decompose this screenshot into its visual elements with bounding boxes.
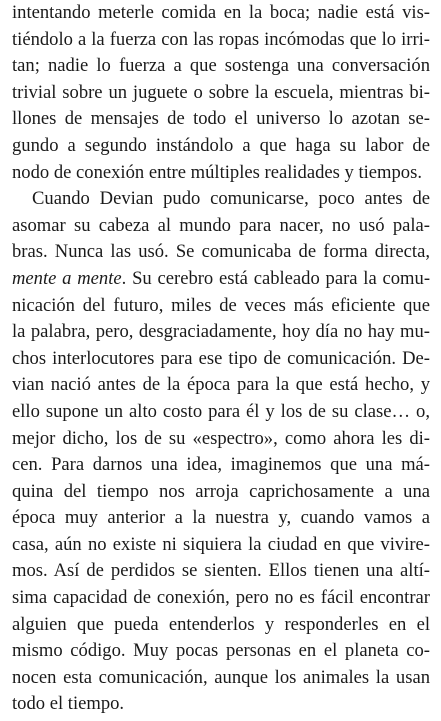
text-line: mejor dicho, los de su «espectro», como ahora les di- (12, 427, 430, 449)
text-line: gundo a segundo instándolo a que haga su labor de (12, 134, 430, 156)
text-line-with-italic (12, 266, 430, 293)
text-line: la palabra, pero, desgraciadamente, hoy día no hay mu- (12, 321, 430, 343)
text-line: época muy anterior a la nuestra y, cuando vamos a (12, 507, 430, 529)
text-line: vian nació antes de la época para la que está hecho, y (12, 374, 430, 396)
italic-phrase: mente a mente (12, 267, 122, 289)
text-line: mos. Así de perdidos se sienten. Ellos tienen una altí- (12, 560, 430, 582)
paragraph-2 (12, 186, 430, 718)
text-line: sima capacidad de conexión, pero no es fácil encontrar (12, 587, 430, 609)
text-line: bras. Nunca las usó. Se comunicaba de forma directa, (12, 241, 430, 263)
text-line: tiéndolo a la fuerza con las ropas incómodas que lo irri- (12, 28, 430, 50)
text-line: Cuando Devian pudo comunicarse, poco antes de (32, 188, 430, 210)
book-page (12, 0, 430, 718)
text-line: quina del tiempo nos arroja caprichosamente a una (12, 480, 430, 502)
text-line: mismo código. Muy pocas personas en el planeta co- (12, 640, 430, 662)
text-line: casa, aún no existe ni siquiera la ciudad en que vivire- (12, 533, 430, 555)
text-line: todo el tiempo. (12, 693, 125, 715)
text-line: nicación del futuro, miles de veces más eficiente que (12, 294, 430, 316)
text-line: cen. Para darnos una idea, imaginemos que una má- (12, 454, 430, 476)
text-line: asomar su cabeza al mundo para nacer, no usó pala- (12, 214, 430, 236)
text-line: ello supone un alto costo para él y los de su clase… o, (12, 400, 430, 422)
text-line: trivial sobre un juguete o sobre la escuela, mientras bi- (12, 81, 430, 103)
text-line: nocen esta comunicación, aunque los animales la usan (12, 666, 430, 688)
text-line: alguien que pueda entenderlos y responderles en el (12, 613, 430, 635)
text-line: nodo de conexión entre múltiples realidades y tiempos. (12, 161, 422, 183)
text-line: chos interlocutores para ese tipo de comunicación. De- (12, 347, 430, 369)
paragraph-1 (12, 0, 430, 186)
text-line: tan; nadie lo fuerza a que sostenga una conversación (12, 55, 430, 77)
text-line: llones de mensajes de todo el universo lo azotan se- (12, 108, 430, 130)
text-segment: . Su cerebro está cableado para la comu- (121, 267, 431, 289)
text-line: intentando meterle comida en la boca; nadie está vis- (12, 2, 430, 23)
